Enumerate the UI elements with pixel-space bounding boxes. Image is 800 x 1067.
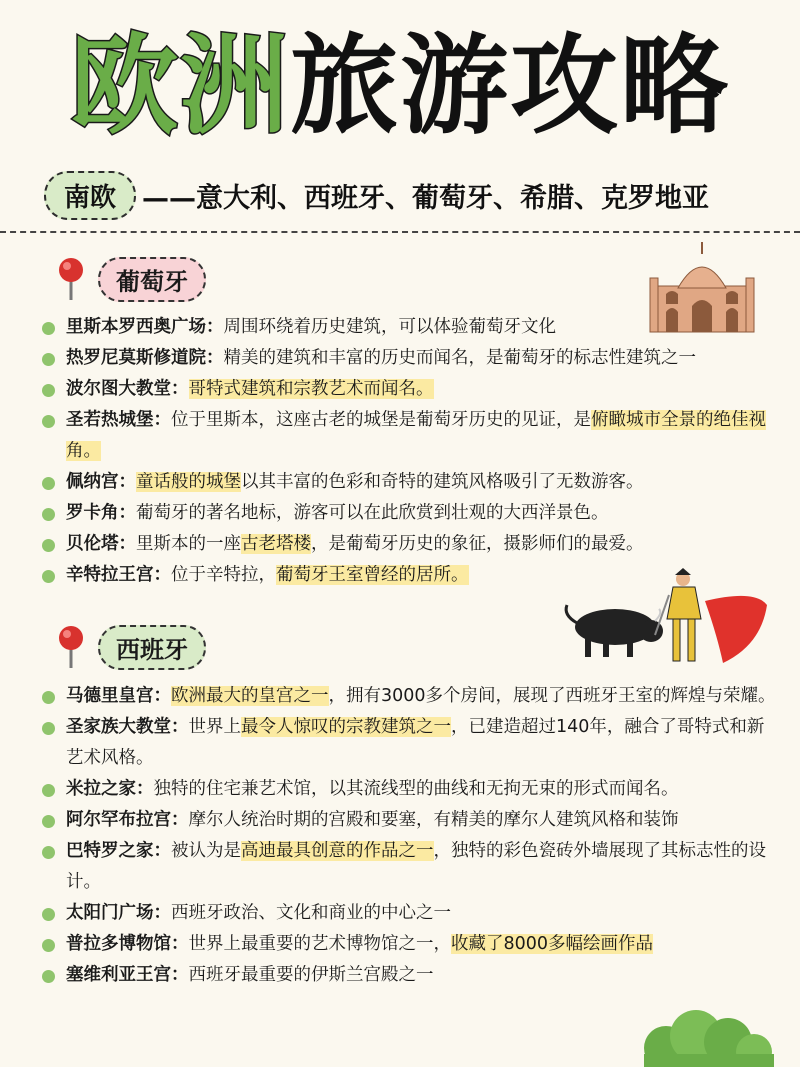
list-item: 米拉之家：独特的住宅兼艺术馆，以其流线型的曲线和无拘无束的形式而闻名。 xyxy=(40,774,780,805)
region-countries: ——意大利、西班牙、葡萄牙、希腊、克罗地亚 xyxy=(142,182,710,214)
section-header-spain xyxy=(54,624,206,670)
list-item: 贝伦塔：里斯本的一座古老塔楼，是葡萄牙历史的象征，摄影师们的最爱。 xyxy=(40,529,780,560)
country-badge-portugal: 葡萄牙 xyxy=(98,257,206,302)
spain-attractions-list xyxy=(40,681,780,991)
bullfighter-illustration-icon xyxy=(555,565,775,670)
section-header-portugal xyxy=(54,256,206,302)
portugal-attractions-list xyxy=(40,312,780,591)
list-item: 罗卡角：葡萄牙的著名地标，游客可以在此欣赏到壮观的大西洋景色。 xyxy=(40,498,780,529)
list-item: 塞维利亚王宫：西班牙最重要的伊斯兰宫殿之一 xyxy=(40,960,780,991)
list-item: 佩纳宫：童话般的城堡以其丰富的色彩和奇特的建筑风格吸引了无数游客。 xyxy=(40,467,780,498)
list-item: 阿尔罕布拉宫：摩尔人统治时期的宫殿和要塞，有精美的摩尔人建筑风格和装饰 xyxy=(40,805,780,836)
title-travel-guide: 旅游攻略 xyxy=(290,24,731,149)
list-item: 普拉多博物馆：世界上最重要的艺术博物馆之一，收藏了8000多幅绘画作品 xyxy=(40,929,780,960)
title-europe: 欧洲 xyxy=(69,24,290,149)
region-badge: 南欧 xyxy=(44,171,136,220)
list-item: 里斯本罗西奥广场：周围环绕着历史建筑，可以体验葡萄牙文化 xyxy=(40,312,780,343)
list-item: 巴特罗之家：被认为是高迪最具创意的作品之一，独特的彩色瓷砖外墙展现了其标志性的设计。 xyxy=(40,836,780,898)
region-subtitle xyxy=(44,172,784,218)
page-title xyxy=(30,22,770,152)
list-item: 热罗尼莫斯修道院：精美的建筑和丰富的历史而闻名，是葡萄牙的标志性建筑之一 xyxy=(40,343,780,374)
dashed-divider xyxy=(0,231,800,233)
list-item: 圣家族大教堂：世界上最令人惊叹的宗教建筑之一，已建造超过140年，融合了哥特式和新艺术风格。 xyxy=(40,712,780,774)
bush-decoration-icon xyxy=(636,1008,776,1067)
country-badge-spain: 西班牙 xyxy=(98,625,206,670)
list-item: 辛特拉王宫：位于辛特拉，葡萄牙王室曾经的居所。 xyxy=(40,560,780,591)
list-item: 圣若热城堡：位于里斯本，这座古老的城堡是葡萄牙历史的见证，是俯瞰城市全景的绝佳视角。 xyxy=(40,405,780,467)
map-pin-icon xyxy=(54,624,88,670)
list-item: 马德里皇宫：欧洲最大的皇宫之一，拥有3000多个房间，展现了西班牙王室的辉煌与荣耀。 xyxy=(40,681,780,712)
map-pin-icon xyxy=(54,256,88,302)
list-item: 太阳门广场：西班牙政治、文化和商业的中心之一 xyxy=(40,898,780,929)
list-item: 波尔图大教堂：哥特式建筑和宗教艺术而闻名。 xyxy=(40,374,780,405)
